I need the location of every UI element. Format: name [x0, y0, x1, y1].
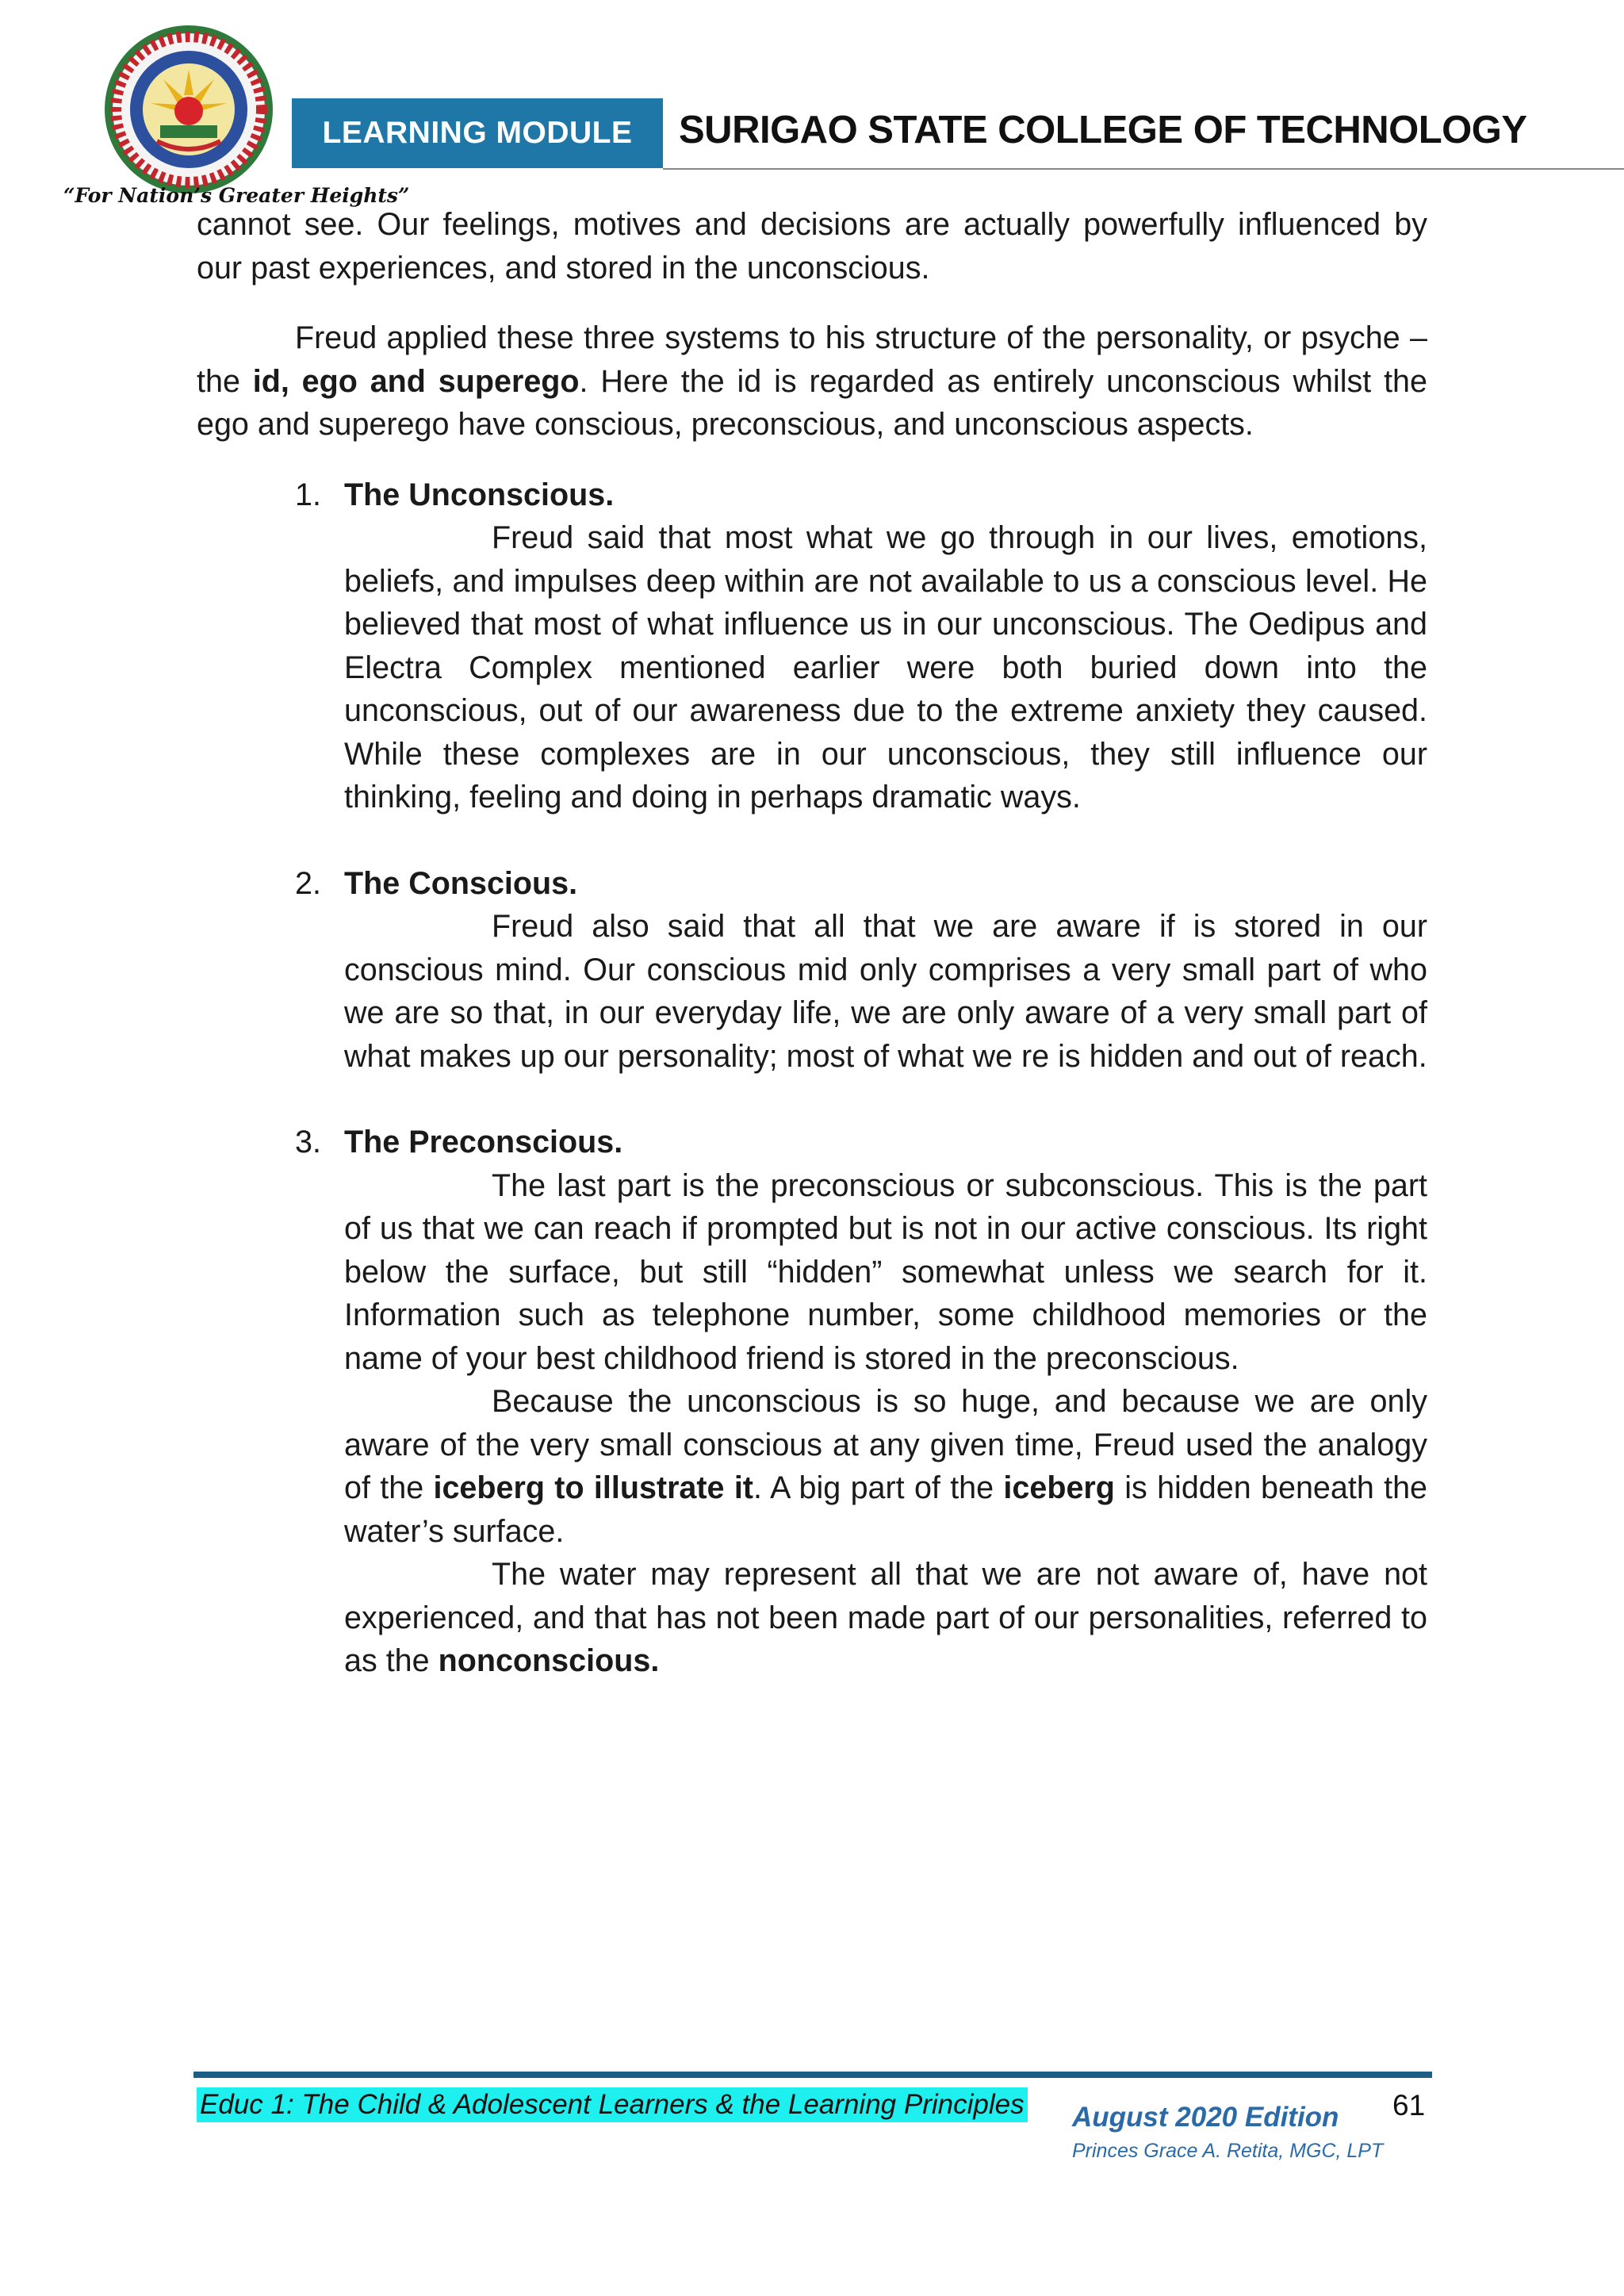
- id-ego-superego-term: id, ego and superego: [252, 363, 580, 399]
- list-item: [295, 862, 1427, 1079]
- psyche-paragraph: Freud applied these three systems to his structure of the personality, or psyche – the id, ego and superego. Here the id is regarded as entirely unconscious whilst the ego and superego have conscious, preconscious, and unconscious aspects.: [197, 320, 1427, 442]
- footer-course-title: Educ 1: The Child & Adolescent Learners & the Learning Principles: [197, 2087, 1028, 2122]
- list-item-number: 2.: [295, 865, 321, 901]
- list-item: [295, 1121, 1427, 1683]
- footer-edition: August 2020 Edition: [1072, 2102, 1339, 2133]
- college-seal-logo: [102, 22, 276, 197]
- list-item-number: 1.: [295, 477, 321, 512]
- list-item-text: The last part is the preconscious or subconscious. This is the part of us that we can reach if prompted but is not in our active conscious. Its right below the surface, but still “hidden” somewhat unless we search for it. Information such as telephone number, some childhood memories or the name of your best childhood friend is stored in the preconscious.: [344, 1167, 1427, 1376]
- iceberg-term: iceberg: [1003, 1470, 1115, 1505]
- nonconscious-paragraph: The water may represent all that we are not aware of, have not experienced, and that has not been made part of our personalities, referred to as the nonconscious.: [344, 1557, 1427, 1678]
- nonconscious-term: nonconscious.: [438, 1643, 660, 1678]
- list-item-number: 3.: [295, 1125, 321, 1159]
- list-item-text: Freud also said that all that we are aware if is stored in our conscious mind. Our conscious mid only comprises a very small part of who we are so that, in our everyday life, we are only aware of a very small part of what makes up our personality; most of what we re is hidden and out of reach.: [344, 909, 1427, 1074]
- list-item-title: The Preconscious.: [344, 1125, 623, 1159]
- list-item-text: Freud said that most what we go through in our lives, emotions, beliefs, and impulses deep within are not available to us a conscious level. He believed that most of what influence us in our unconscious. The Oedipus and Electra Complex mentioned earlier were both buried down into the unconscious, out of our awareness due to the extreme anxiety they caused. While these complexes are in our unconscious, they still influence our thinking, feeling and doing in perhaps dramatic ways.: [344, 520, 1427, 815]
- college-name-heading: SURIGAO STATE COLLEGE OF TECHNOLOGY: [679, 109, 1527, 151]
- footer-rule: [193, 2072, 1432, 2078]
- iceberg-illustrate-term: iceberg to illustrate it: [433, 1470, 753, 1505]
- page-body: [197, 203, 1427, 1683]
- intro-paragraph: cannot see. Our feelings, motives and decisions are actually powerfully influenced by our past experiences, and stored in the unconscious.: [197, 207, 1427, 286]
- list-item-title: The Unconscious.: [344, 477, 615, 512]
- header-divider: [663, 168, 1624, 170]
- iceberg-analogy-paragraph: Because the unconscious is so huge, and because we are only aware of the very small conscious at any given time, Freud used the analogy of the iceberg to illustrate it. A big part of the iceberg is hidden beneath the water’s surface.: [344, 1384, 1428, 1549]
- list-item: [295, 473, 1427, 819]
- college-motto: “For Nation’s Greater Heights”: [63, 184, 410, 207]
- consciousness-levels-list: [295, 473, 1427, 1683]
- footer-author: Princes Grace A. Retita, MGC, LPT: [1072, 2140, 1384, 2162]
- page-number: 61: [1392, 2089, 1426, 2122]
- list-item-title: The Conscious.: [344, 865, 578, 901]
- learning-module-badge: LEARNING MODULE: [292, 98, 663, 168]
